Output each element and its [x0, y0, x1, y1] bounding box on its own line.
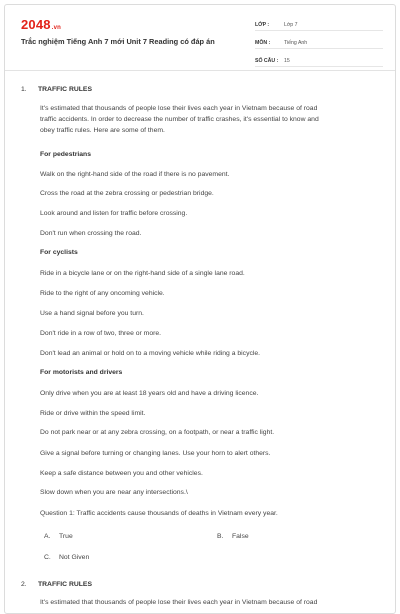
section-heading: For motorists and drivers: [40, 369, 123, 376]
option-text: False: [232, 533, 249, 540]
answer-option-a[interactable]: [44, 533, 73, 540]
logo-suffix-text: .vn: [51, 25, 62, 31]
reading-intro: [40, 597, 376, 608]
option-key: A.: [44, 533, 51, 540]
section-heading: For pedestrians: [40, 151, 91, 158]
document-title: Trắc nghiệm Tiếng Anh 7 mới Unit 7 Reading có đáp án: [21, 37, 215, 46]
site-logo[interactable]: [21, 17, 61, 32]
document-header: [5, 5, 395, 71]
option-text: Not Given: [59, 554, 90, 561]
question-text: Question 1: Traffic accidents cause thousands of deaths in Vietnam every year.: [40, 510, 278, 517]
rule-item: Look around and listen for traffic before crossing.: [40, 210, 188, 217]
rule-item: Ride to the right of any oncoming vehicle.: [40, 290, 165, 297]
rule-item: Use a hand signal before you turn.: [40, 310, 144, 317]
rule-item: Ride in a bicycle lane or on the right-hand side of a single lane road.: [40, 270, 245, 277]
rule-item: Only drive when you are at least 18 years old and have a driving licence.: [40, 390, 259, 397]
rule-item: Don't ride in a row of two, three or more.: [40, 330, 162, 337]
intro-line: traffic accidents. In order to decrease the number of traffic crashes, it's essential to know and: [40, 116, 319, 123]
meta-label: MÔN :: [255, 40, 271, 46]
section-heading: For cyclists: [40, 249, 78, 256]
reading-intro: [40, 103, 376, 136]
intro-line: It's estimated that thousands of people lose their lives each year in Vietnam because of road: [40, 105, 318, 112]
meta-label: LỚP :: [255, 22, 270, 28]
option-key: C.: [44, 554, 51, 561]
logo-main-text: 2048: [21, 17, 51, 32]
meta-row-subject: [255, 35, 383, 49]
rule-item: Keep a safe distance between you and other vehicles.: [40, 470, 203, 477]
intro-line: It's estimated that thousands of people lose their lives each year in Vietnam because of road: [40, 599, 318, 606]
meta-label: SỐ CÂU :: [255, 58, 279, 64]
answer-option-c[interactable]: [44, 554, 89, 561]
question-number: 1.: [21, 86, 27, 93]
question-number: 2.: [21, 581, 27, 588]
meta-row-class: [255, 17, 383, 31]
meta-value: Tiếng Anh: [284, 40, 308, 46]
rule-item: Do not park near or at any zebra crossing, on a footpath, or near a traffic light.: [40, 429, 275, 436]
meta-row-count: [255, 53, 383, 67]
intro-line: obey traffic rules. Here are some of them.: [40, 127, 165, 134]
document-page: [4, 4, 396, 614]
meta-value: 15: [284, 58, 290, 64]
rule-item: Walk on the right-hand side of the road if there is no pavement.: [40, 171, 230, 178]
answer-option-b[interactable]: [217, 533, 249, 540]
rule-item: Cross the road at the zebra crossing or pedestrian bridge.: [40, 190, 214, 197]
question-title: TRAFFIC RULES: [38, 86, 92, 93]
question-heading: [21, 86, 92, 93]
rule-item: Give a signal before turning or changing lanes. Use your horn to alert others.: [40, 450, 271, 457]
rule-item: Ride or drive within the speed limit.: [40, 410, 146, 417]
option-text: True: [59, 533, 73, 540]
meta-value: Lớp 7: [284, 22, 298, 28]
option-key: B.: [217, 533, 224, 540]
question-heading: [21, 581, 92, 588]
meta-info: [255, 17, 383, 71]
question-title: TRAFFIC RULES: [38, 581, 92, 588]
rule-item: Don't run when crossing the road.: [40, 230, 142, 237]
rule-item: Slow down when you are near any intersections.\: [40, 489, 188, 496]
rule-item: Don't lead an animal or hold on to a moving vehicle while riding a bicycle.: [40, 350, 261, 357]
